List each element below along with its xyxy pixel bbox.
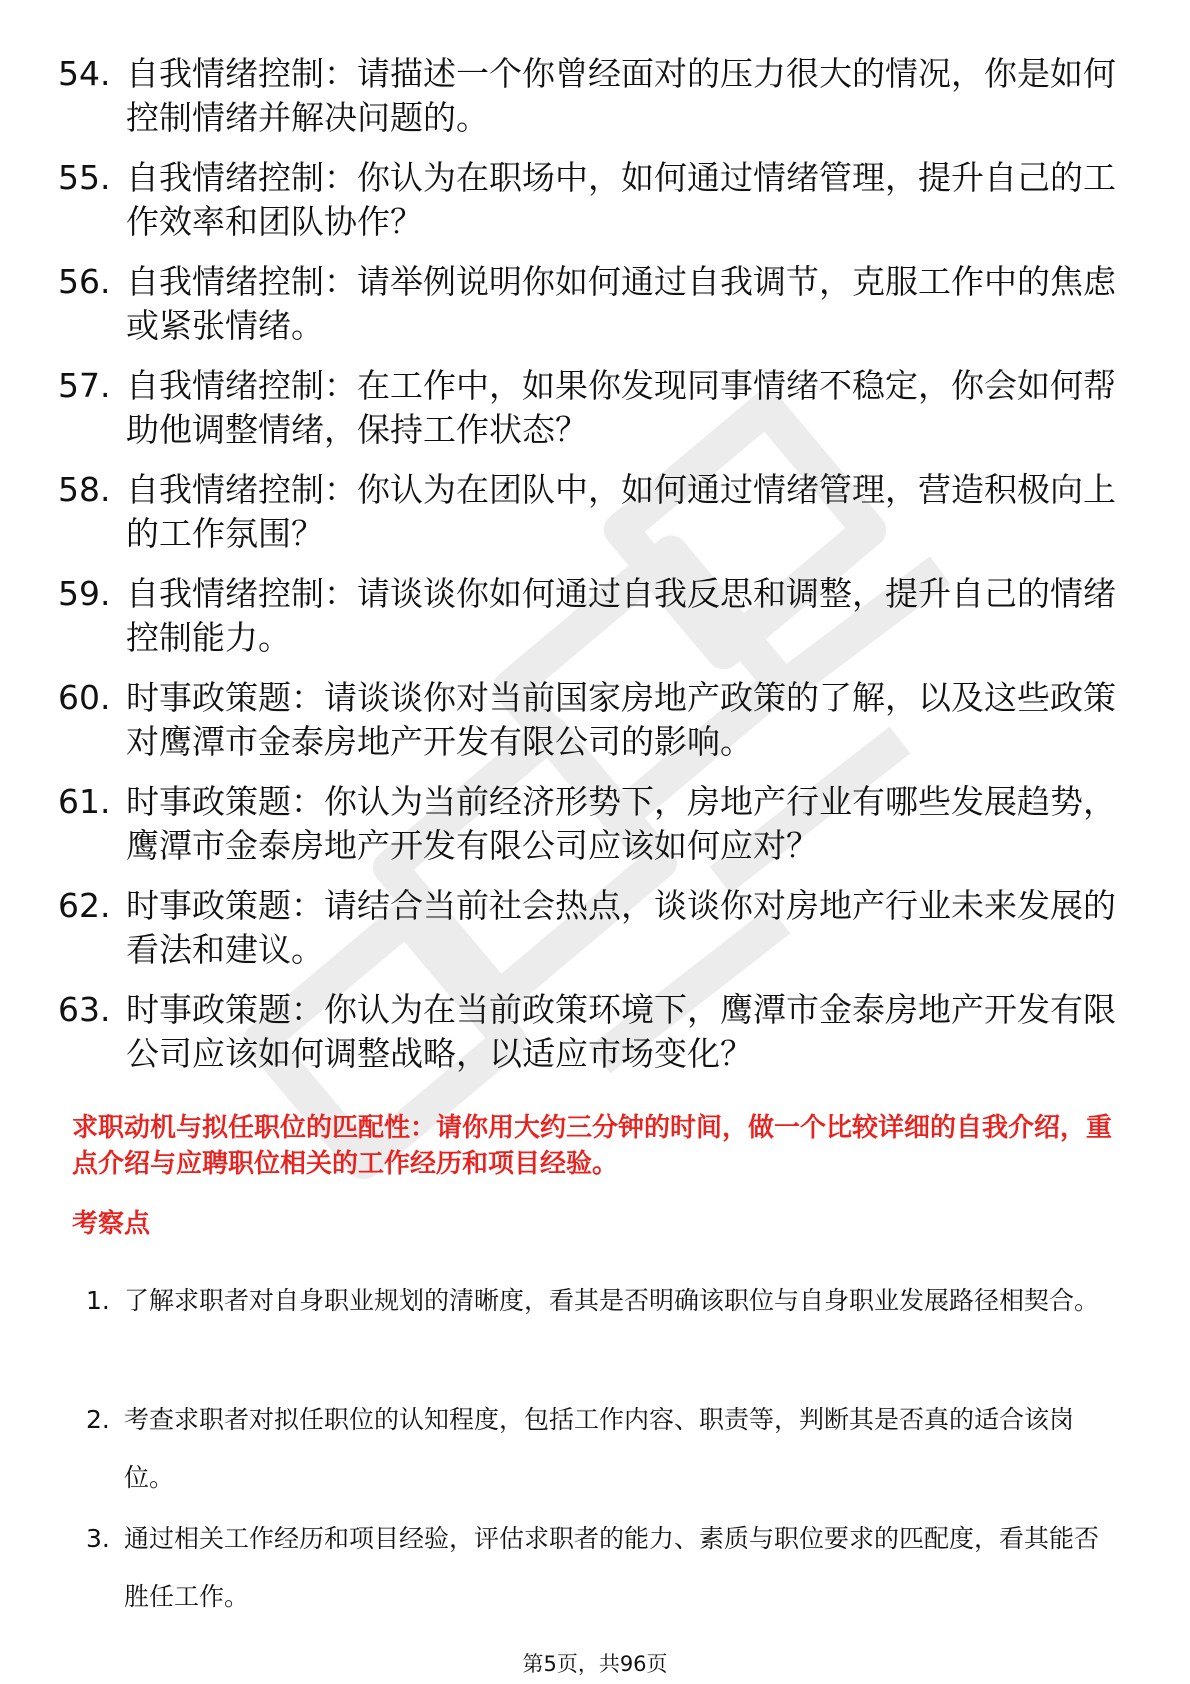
question-item [58,52,1118,140]
point-number: 1. [86,1286,110,1315]
assessment-point [86,1272,1116,1388]
section-title: 考察点 [72,1209,151,1239]
question-item [58,468,1118,556]
question-number: 55. [58,158,111,197]
question-item [58,260,1118,348]
question-item [58,572,1118,660]
question-number: 54. [58,54,111,93]
point-number: 3. [86,1524,110,1553]
question-text: 时事政策题：请结合当前社会热点，谈谈你对房地产行业未来发展的看法和建议。 [126,886,1116,969]
point-text: 了解求职者对自身职业规划的清晰度，看其是否明确该职位与自身职业发展路径相契合。 [124,1286,1100,1315]
question-text: 自我情绪控制：请描述一个你曾经面对的压力很大的情况，你是如何控制情绪并解决问题的。 [126,54,1116,137]
point-text: 通过相关工作经历和项目经验，评估求职者的能力、素质与职位要求的匹配度，看其能否胜任工作。 [124,1524,1100,1611]
question-item [58,676,1118,764]
question-number: 57. [58,366,111,405]
question-item [58,156,1118,244]
question-text: 自我情绪控制：请举例说明你如何通过自我调节，克服工作中的焦虑或紧张情绪。 [126,262,1116,345]
question-number: 59. [58,574,111,613]
question-text: 时事政策题：你认为在当前政策环境下，鹰潭市金泰房地产开发有限公司应该如何调整战略，以适应市场变化？ [126,990,1116,1073]
question-number: 56. [58,262,111,301]
question-text: 自我情绪控制：你认为在职场中，如何通过情绪管理，提升自己的工作效率和团队协作？ [126,158,1116,241]
page-footer: 第5页，共96页 [522,1652,668,1676]
question-item [58,884,1118,972]
assessment-point [86,1391,1116,1507]
question-text: 时事政策题：你认为当前经济形势下，房地产行业有哪些发展趋势，鹰潭市金泰房地产开发有限公司应该如何应对？ [126,782,1116,865]
point-number: 2. [86,1405,110,1434]
question-item [58,364,1118,452]
question-number: 60. [58,678,111,717]
assessment-point [86,1510,1116,1626]
question-number: 61. [58,782,111,821]
question-number: 62. [58,886,111,925]
question-text: 时事政策题：请谈谈你对当前国家房地产政策的了解，以及这些政策对鹰潭市金泰房地产开发有限公司的影响。 [126,678,1116,761]
question-list [58,52,1118,1092]
point-text: 考查求职者对拟任职位的认知程度，包括工作内容、职责等，判断其是否真的适合该岗位。 [124,1405,1075,1492]
question-text: 自我情绪控制：你认为在团队中，如何通过情绪管理，营造积极向上的工作氛围？ [126,470,1116,553]
highlighted-question: 求职动机与拟任职位的匹配性：请你用大约三分钟的时间，做一个比较详细的自我介绍，重点介绍与应聘职位相关的工作经历和项目经验。 [72,1113,1113,1179]
assessment-points-list [86,1272,1116,1629]
question-item [58,988,1118,1076]
question-text: 自我情绪控制：在工作中，如果你发现同事情绪不稳定，你会如何帮助他调整情绪，保持工作状态？ [126,366,1116,449]
question-number: 63. [58,990,111,1029]
question-text: 自我情绪控制：请谈谈你如何通过自我反思和调整，提升自己的情绪控制能力。 [126,574,1116,657]
question-number: 58. [58,470,111,509]
question-item [58,780,1118,868]
